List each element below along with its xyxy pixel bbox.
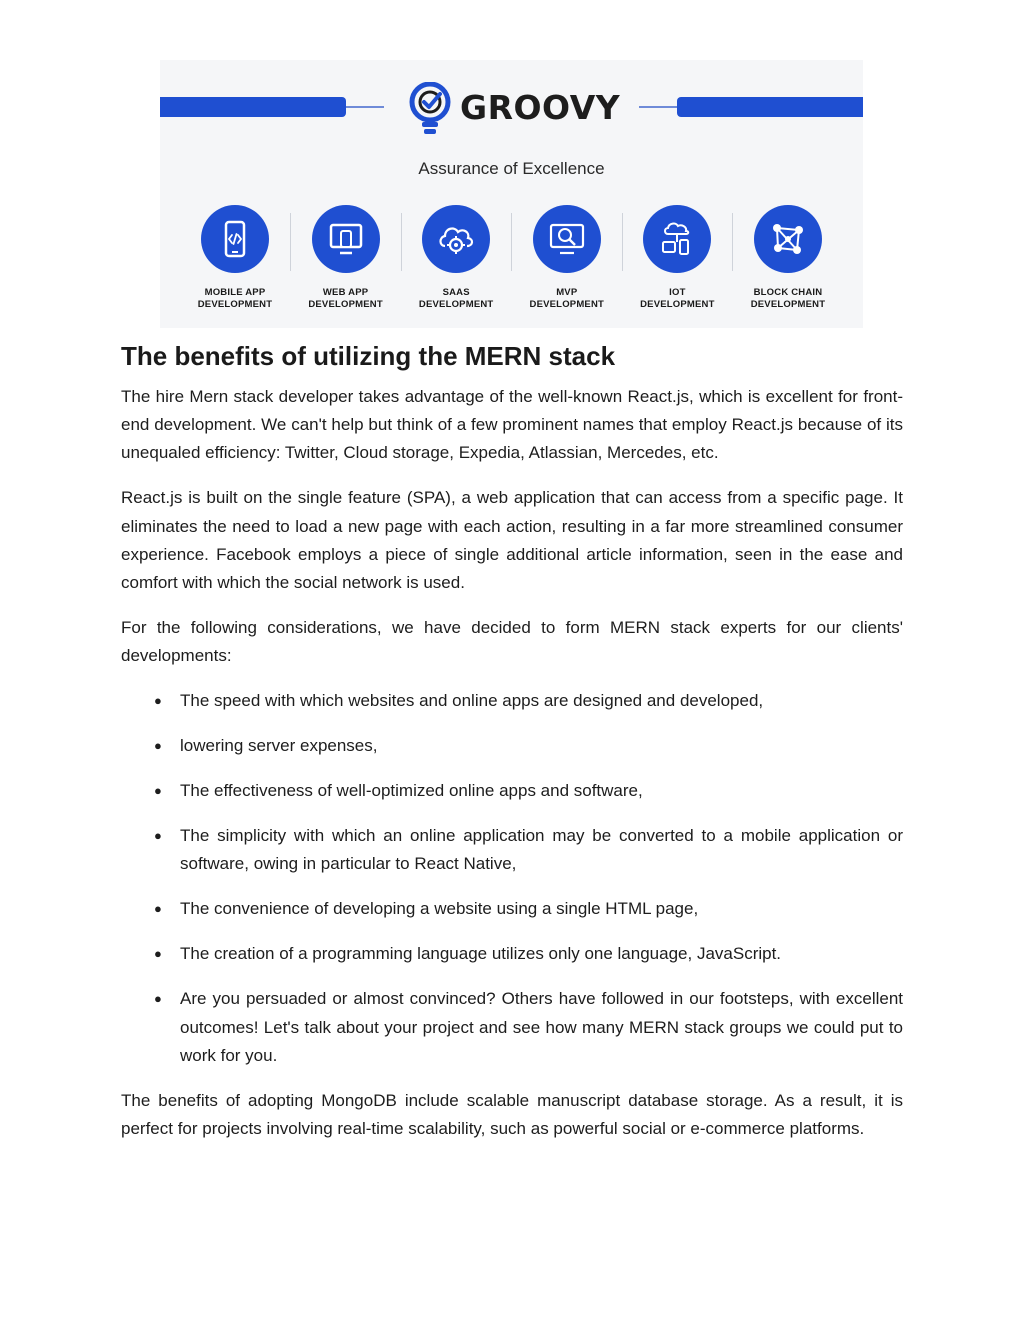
banner-bar-right bbox=[677, 97, 863, 117]
banner-line-left bbox=[346, 106, 384, 108]
mobile-code-icon bbox=[215, 219, 255, 259]
list-item-text: lowering server expenses, bbox=[180, 736, 378, 756]
service-mobile-app bbox=[180, 205, 290, 315]
service-mvp bbox=[512, 205, 622, 315]
bullet-icon: ● bbox=[154, 693, 162, 709]
list-item bbox=[121, 822, 903, 878]
service-label-line2: DEVELOPMENT bbox=[750, 299, 826, 310]
banner-line-right bbox=[639, 106, 677, 108]
service-label-line1: MVP bbox=[556, 287, 578, 298]
paragraph-mongodb: The benefits of adopting MongoDB include scalable manuscript database storage. As a result, it is perfect for projects involving real-time scalability, such as powerful social or e-commerce platforms. bbox=[121, 1090, 903, 1139]
article bbox=[121, 338, 903, 1143]
iot-cloud-devices-icon bbox=[656, 218, 698, 260]
brand-name: GROOVY bbox=[460, 88, 621, 127]
paragraph-spa: React.js is built on the single feature (SPA), a web application that can access from a specific page. It eliminates the need to load a new page with each action, resulting in a far more streamlined consumer experience. Facebook employs a piece of single additional article information, seen in the ease and comfort with which the social network is used. bbox=[121, 488, 903, 593]
groovy-banner bbox=[160, 60, 863, 328]
service-label-line2: DEVELOPMENT bbox=[308, 299, 383, 310]
tagline: Assurance of Excellence bbox=[418, 159, 605, 178]
service-web-app bbox=[291, 205, 401, 315]
lightbulb-check-icon bbox=[408, 82, 452, 138]
list-item bbox=[121, 732, 903, 760]
service-label-line2: DEVELOPMENT bbox=[640, 299, 715, 310]
list-item bbox=[121, 985, 903, 1070]
service-label-line1: MOBILE APP bbox=[204, 287, 266, 298]
bullet-icon: ● bbox=[154, 991, 162, 1007]
web-app-icon bbox=[326, 219, 366, 259]
list-item bbox=[121, 777, 903, 805]
bullet-icon: ● bbox=[154, 783, 162, 799]
service-label-line2: DEVELOPMENT bbox=[197, 299, 273, 310]
cloud-gear-icon bbox=[435, 218, 477, 260]
service-label-line1: IOT bbox=[669, 287, 686, 298]
service-block-chain bbox=[733, 205, 843, 315]
bullet-icon: ● bbox=[154, 828, 162, 844]
service-saas bbox=[401, 205, 511, 315]
service-label-line1: BLOCK CHAIN bbox=[753, 287, 823, 298]
article-heading: The benefits of utilizing the MERN stack bbox=[121, 341, 616, 371]
groovy-logo bbox=[408, 82, 621, 138]
bullet-icon: ● bbox=[154, 738, 162, 754]
paragraph-considerations: For the following considerations, we have decided to form MERN stack experts for our clients' developments: bbox=[121, 618, 903, 666]
list-item-text: The convenience of developing a website using a single HTML page, bbox=[180, 899, 699, 919]
services-row bbox=[180, 205, 843, 315]
list-item bbox=[121, 940, 903, 968]
bullet-icon: ● bbox=[154, 901, 162, 917]
bullet-icon: ● bbox=[154, 946, 162, 962]
list-item bbox=[121, 895, 903, 923]
paragraph-react-intro: The hire Mern stack developer takes advantage of the well-known React.js, which is excellent for front-end development. We can't help but think of a few prominent names that employ React.js because of its unequaled efficiency: Twitter, Cloud storage, Expedia, Atlassian, Mercedes, etc. bbox=[121, 387, 903, 463]
service-iot bbox=[622, 205, 732, 315]
service-label-line2: DEVELOPMENT bbox=[529, 299, 605, 310]
service-label-line1: WEB APP bbox=[322, 287, 369, 298]
service-label-line2: DEVELOPMENT bbox=[418, 299, 494, 310]
list-item-text: Are you persuaded or almost convinced? Others have followed in our footsteps, with excellent outcomes! Let's talk about your project and see how many MERN stack groups we could put to work for you. bbox=[180, 989, 903, 1065]
blockchain-network-icon bbox=[767, 218, 809, 260]
list-item-text: The simplicity with which an online application may be converted to a mobile application or software, owing in particular to React Native, bbox=[180, 826, 903, 874]
list-item-text: The speed with which websites and online apps are designed and developed, bbox=[180, 691, 764, 711]
list-item-text: The effectiveness of well-optimized online apps and software, bbox=[180, 781, 643, 801]
benefits-list bbox=[121, 687, 903, 1070]
banner-bar-left bbox=[160, 97, 346, 117]
service-label-line1: SAAS bbox=[442, 287, 470, 298]
list-item bbox=[121, 687, 903, 715]
mvp-monitor-icon bbox=[546, 218, 588, 260]
list-item-text: The creation of a programming language utilizes only one language, JavaScript. bbox=[180, 944, 782, 964]
